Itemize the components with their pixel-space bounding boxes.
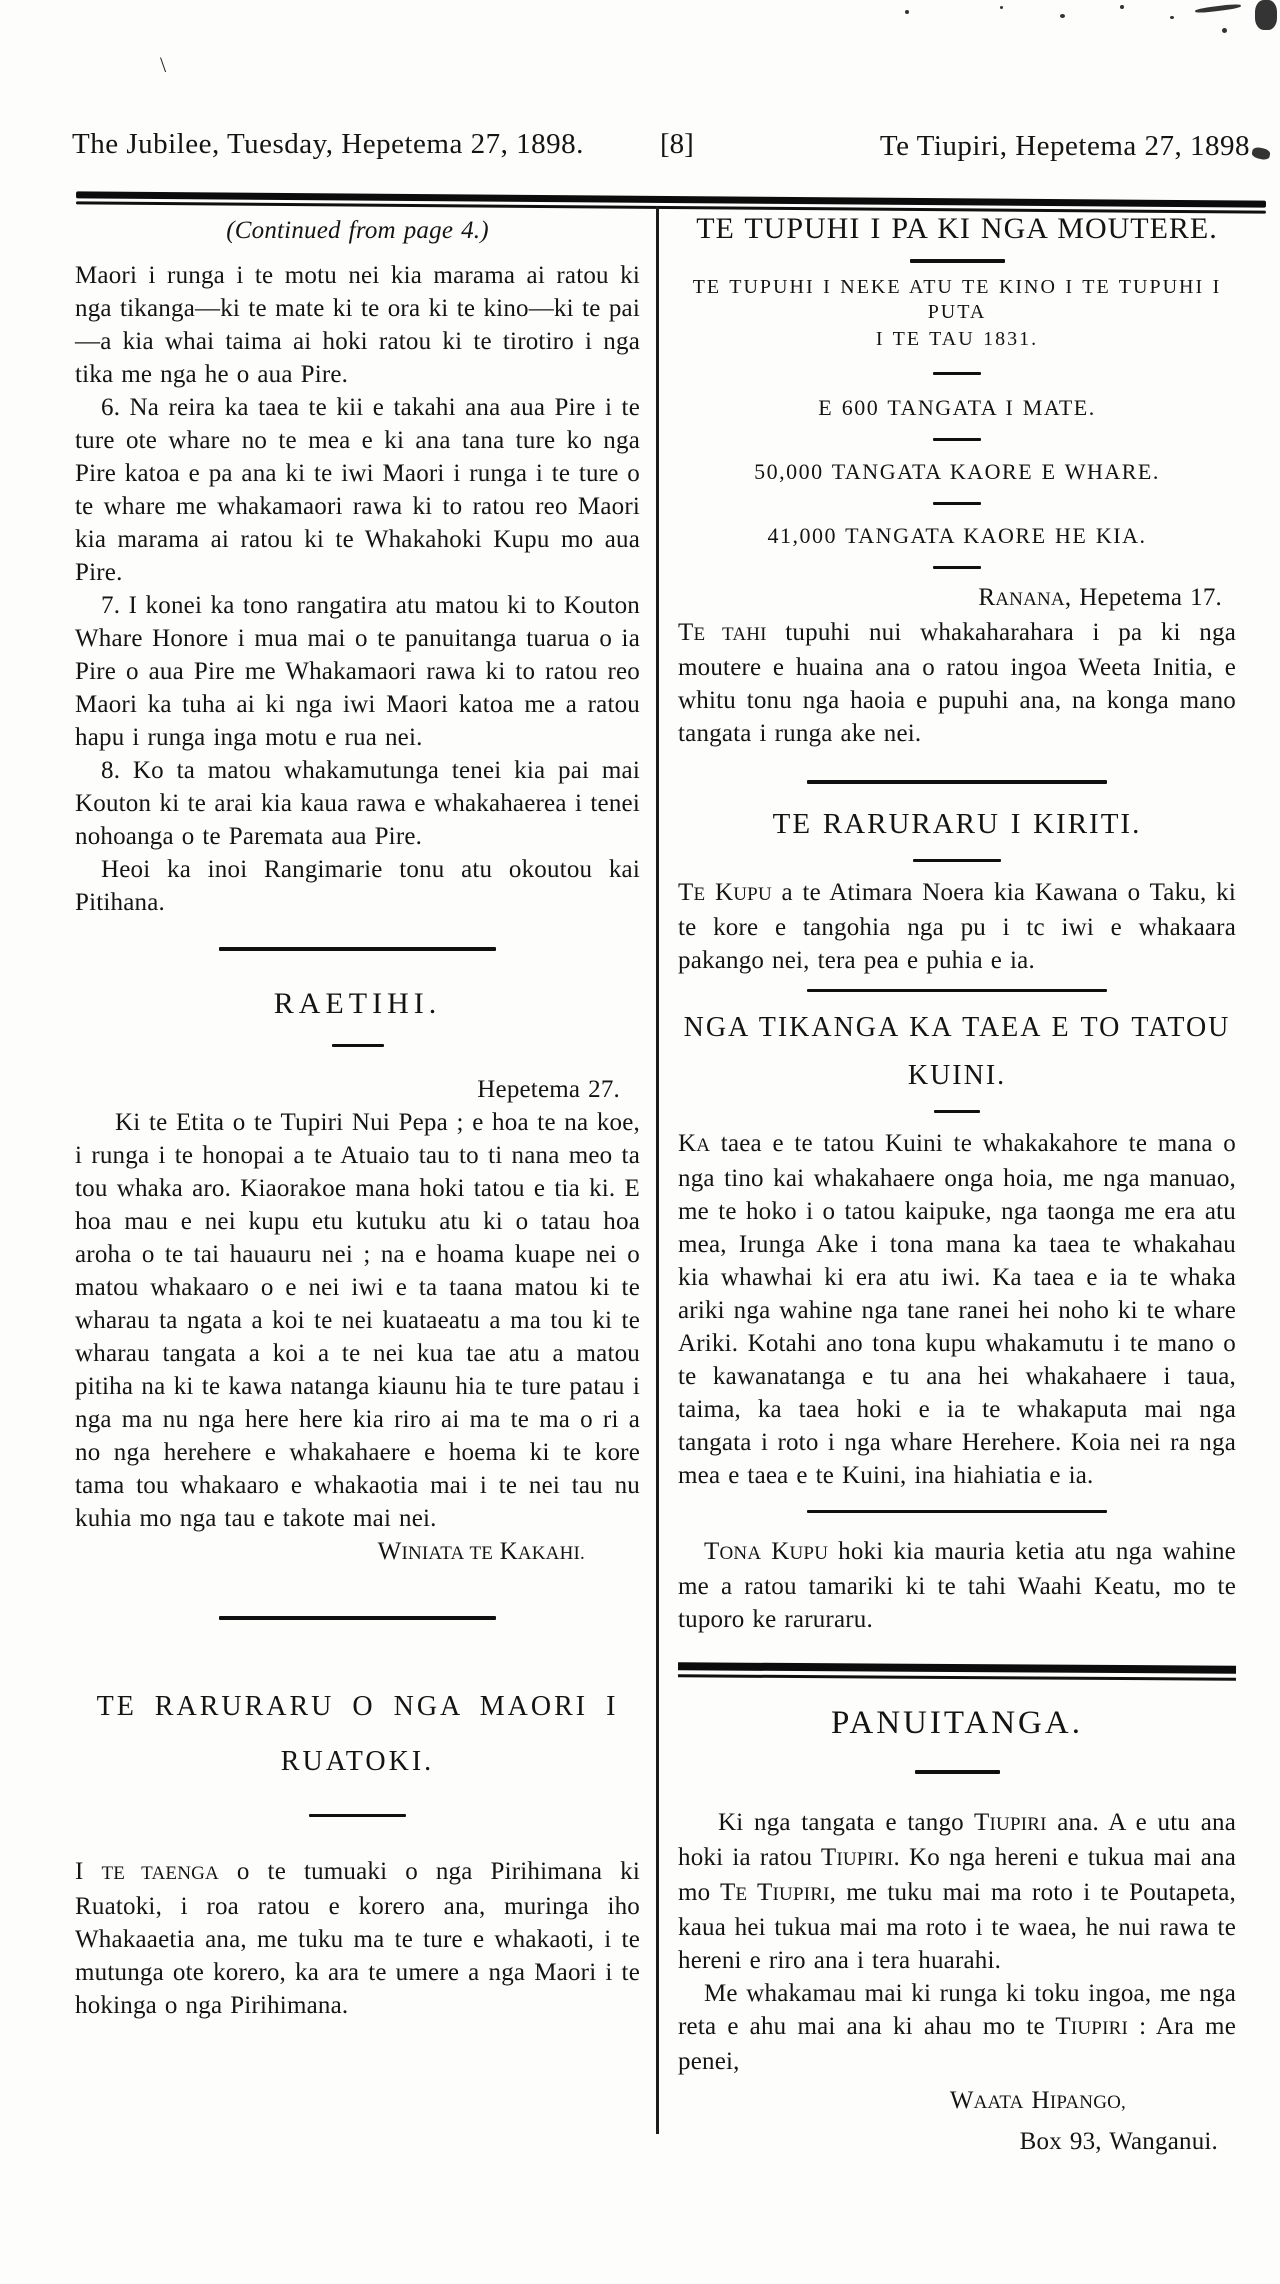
article-paragraph: 7. I konei ka tono rangatira atu matou ki to Kouton Whare Honore i mua mai o te panuitanga tuarua o ia Pire o aua Pire me Whakamaori rawa ki to ratou reo Maori ka tuha ai ki nga iwi Maori katoa me a ratou hapu i runga inga motu e rua nei. <box>75 592 640 751</box>
panui-top-rule <box>678 1662 1236 1680</box>
kiriti-heading: TE RARURARU I KIRITI. <box>772 808 1142 840</box>
stat-line: 41,000 TANGATA KAORE HE KIA. <box>767 523 1147 548</box>
tupuhi-heading: TE TUPUHI I PA KI NGA MOUTERE. <box>696 212 1218 245</box>
divider-rule <box>933 438 981 441</box>
continued-note: (Continued from page 4.) <box>226 217 489 244</box>
heading-rule <box>910 259 1005 263</box>
raetihi-dateline: Hepetema 27. <box>477 1076 620 1103</box>
divider-rule <box>933 372 981 375</box>
column-divider <box>656 206 659 2134</box>
masthead-page-number: [8] <box>660 128 694 160</box>
heading-rule <box>934 1110 980 1113</box>
heading-rule <box>332 1044 384 1047</box>
tona-paragraph: TONA KUPU hoki kia mauria ketia atu nga wahine me a ratou tamariki ki te tahi Waahi Keatu, mo te tuporo ke raruraru. <box>678 1538 1236 1633</box>
scan-artifact <box>1120 5 1124 9</box>
section-rule <box>807 780 1107 784</box>
article-paragraph: Maori i runga i te motu nei kia marama ai ratou ki nga tikanga—ki te mate ki te ora ki te kino—ki te pai—a kia whai taima ai hoki ratou ki te tirotiro i nga tika me nga he o aua Pire. <box>75 262 640 388</box>
divider-rule <box>933 566 981 569</box>
kiriti-paragraph: TE KUPU a te Atimara Noera kia Kawana o Taku, ki te kore e tangohia nga pu i tc iwi e whakaara pakango nei, tera pea e puhia e ia. <box>678 879 1236 974</box>
scan-artifact <box>1170 16 1174 19</box>
panuitanga-paragraph: Me whakamau mai ki runga ki toku ingoa, me nga reta e ahu mai ana ki ahau mo te TIUPIRI : Ara me penei, <box>678 1980 1236 2075</box>
scan-artifact <box>1195 3 1241 14</box>
masthead-rule <box>76 191 1266 213</box>
signature-address: Box 93, Wanganui. <box>1019 2128 1218 2155</box>
section-rule <box>807 989 1107 992</box>
section-rule <box>219 947 496 951</box>
right-column <box>678 212 1236 2158</box>
tupuhi-subheading-line2: I TE TAU 1831. <box>875 328 1039 350</box>
kuini-heading: NGA TIKANGA KA TAEA E TO TATOU KUINI. <box>683 1012 1231 1091</box>
raetihi-heading: RAETIHI. <box>273 987 442 1020</box>
heading-rule <box>915 1770 1000 1774</box>
section-rule <box>807 1510 1107 1513</box>
article-paragraph: 8. Ko ta matou whakamutunga tenei kia pai mai Kouton ki te arai kia kaua rawa e whakahaerea i tenei nohoanga o te Paremata aua Pire. <box>75 757 640 850</box>
scan-artifact <box>1000 6 1003 9</box>
heading-rule <box>913 859 1001 862</box>
news-paragraph: TE TAHI tupuhi nui whakaharahara i pa ki nga moutere e huaina ana o ratou ingoa Weeta Initia, e whitu tonu nga haoia e pupuhi ana, na konga mano tangata i runga ake nei. <box>678 619 1236 747</box>
raetihi-signature: WINIATA TE KAKAHI. <box>377 1538 585 1565</box>
scan-artifact <box>1251 146 1271 161</box>
masthead-left-title: The Jubilee, Tuesday, Hepetema 27, 1898. <box>72 128 584 160</box>
scan-artifact: \ <box>160 52 167 77</box>
stat-line: E 600 TANGATA I MATE. <box>818 395 1096 420</box>
ruatoki-paragraph: I TE TAENGA o te tumuaki o nga Pirihimana ki Ruatoki, i roa ratou e korero ana, muringa iho Whakaaetia ana, me tuku ma te ture e whakaoti, i te mutunga ote korero, ka ara te umere a nga Maori i te hokinga o nga Pirihimana. <box>75 1858 640 2019</box>
left-column <box>75 214 640 2022</box>
heading-rule <box>309 1814 406 1817</box>
scan-artifact <box>905 10 909 14</box>
article-paragraph: Heoi ka inoi Rangimarie tonu atu okoutou kai Pitihana. <box>75 856 640 916</box>
scan-artifact <box>1060 14 1065 18</box>
tupuhi-subheading-line1: TE TUPUHI I NEKE ATU TE KINO I TE TUPUHI I PUTA <box>692 276 1222 323</box>
scan-artifact <box>1255 0 1277 30</box>
signature-name: WAATA HIPANGO, <box>949 2087 1126 2114</box>
panuitanga-heading: PANUITANGA. <box>831 1705 1083 1741</box>
masthead-right-title: Te Tiupiri, Hepetema 27, 1898 <box>879 130 1250 162</box>
stat-line: 50,000 TANGATA KAORE E WHARE. <box>754 459 1160 484</box>
raetihi-letter: Ki te Etita o te Tupiri Nui Pepa ; e hoa te na koe, i runga i te honopai a te Atuaio tau to ti nana meo ta tou whaka aro. Kiaorakoe mana hoki tatou e tia ki. E hoa mau e nei kupu etu kutuku atu ki o tatau hoa aroha o te tai hauauru nei ; na e hoama kuape nei o matou whakaaro o e nei iwi e ta taana matou ki te wharau ta ngata a koi te nei kuataeatu a ma tou ki te wharau tangata a koi a te nei kua tae atu a matou pitiha na ki te kawa natanga kiaunu hia te ture patau i nga ma nu nga here here kia riro ai ma te ma o ri a no nga herehere e whakahaere e hoema ki te kore tama tou whakaaro e whakaotia mai i te nei tau nu kuhia mo nga tau e takote mai nei. <box>75 1109 640 1532</box>
ruatoki-heading-line1: TE RARURARU O NGA MAORI I <box>96 1691 619 1722</box>
ruatoki-heading-line2: RUATOKI. <box>280 1746 435 1777</box>
kuini-paragraph: KA taea e te tatou Kuini te whakakahore te mana o nga tino kai whakahaere onga hoia, me nga manuao, me te hoko i o tatou kaipuke, nga taonga me era atu mea, Irunga Ake i tona mana ka taea te whakahau kia whawhai ki era atu iwi. Ka taea e ia te whaka ariki nga wahine nga tane ranei hei noho ki te whare Ariki. Kotahi ano tona kupu whakamutu i te mano o te kawanatanga e tu ana hei whakahaere i taua, taima, ka taea hoki e ia te whakaputa mai nga tangata i roto i nga whare Herehere. Koia nei ra nga mea e taea e te Kuini, ina hiahiatia e ia. <box>678 1130 1236 1489</box>
section-rule <box>219 1616 496 1620</box>
divider-rule <box>933 502 981 505</box>
panuitanga-paragraph: Ki nga tangata e tango TIUPIRI ana. A e utu ana hoki ia ratou TIUPIRI. Ko nga hereni e tukua mai ana mo TE TIUPIRI, me tuku mai ma roto i te Poutapeta, kaua hei tukua mai ma roto i te waea, he nui rawa te hereni e riro ana i tera huarahi. <box>678 1809 1236 1974</box>
article-paragraph: 6. Na reira ka taea te kii e takahi ana aua Pire i te ture ote whare no te mea e ki ana tana ture ko nga Pire katoa e pa ana ki te iwi Maori i runga i te ture o te whare me whakamaori rawa ki to ratou reo Maori kia marama ai ratou ki te Whakahoki Kupu mo aua Pire. <box>75 394 640 586</box>
ranana-dateline: RANANA, Hepetema 17. <box>978 584 1222 611</box>
scan-artifact <box>1222 28 1227 33</box>
